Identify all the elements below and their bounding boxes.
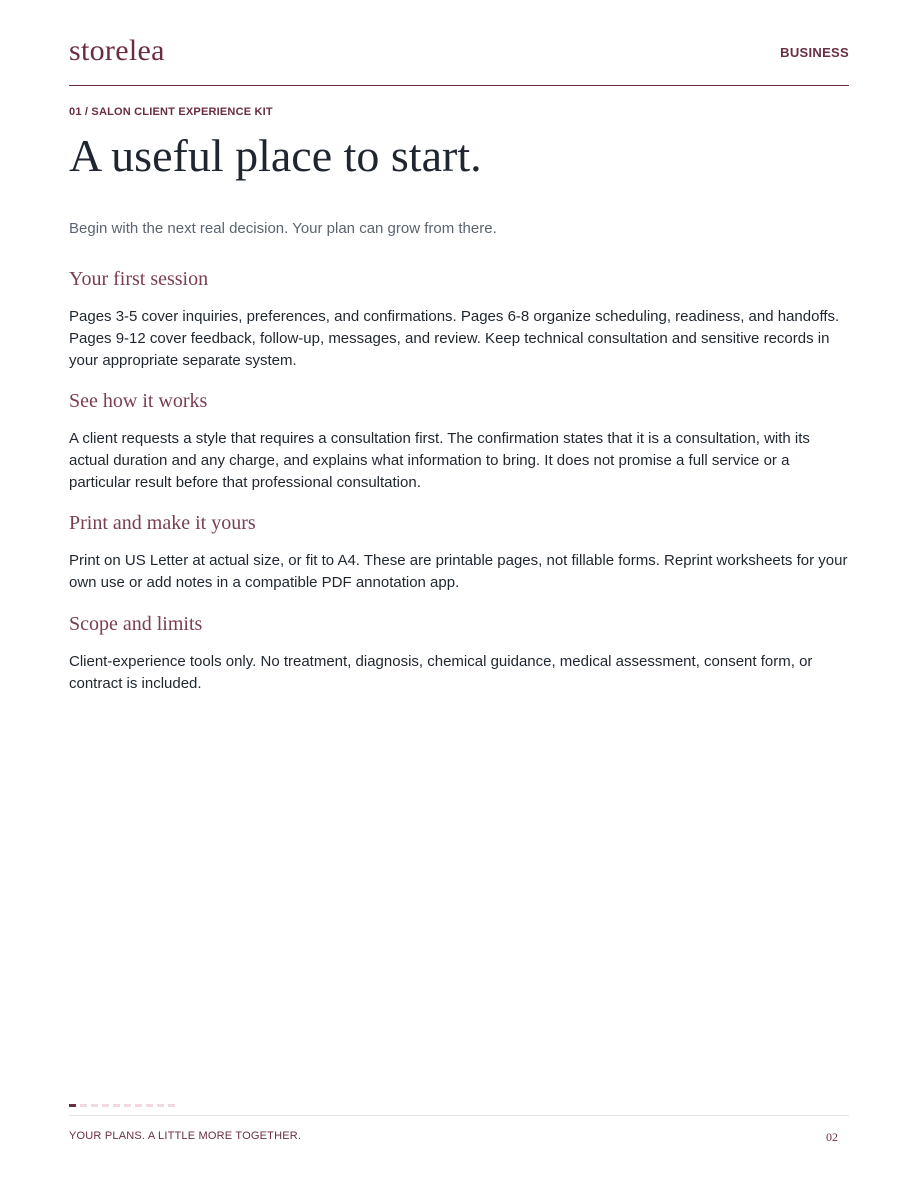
progress-dot [168,1104,175,1107]
section-body-how-it-works: A client requests a style that requires a consultation first. The confirmation states that it is a consultation, with its actual duration and any charge, and explains what information to bring. It does not promise a full service or a particular result before that professional consultation. [69,430,810,491]
progress-dot [91,1104,98,1107]
progress-dot [102,1104,109,1107]
footer-divider [69,1115,849,1116]
eyebrow-label: 01 / SALON CLIENT EXPERIENCE KIT [69,106,273,118]
page-number: 02 [826,1130,838,1144]
document-page [69,0,849,1188]
intro-text: Begin with the next real decision. Your plan can grow from there. [69,220,497,237]
progress-dot [157,1104,164,1107]
progress-dot-active [69,1104,76,1107]
page-progress-indicator [69,1104,189,1107]
section-body-print: Print on US Letter at actual size, or fit to A4. These are printable pages, not fillable forms. Reprint worksheets for your own use or add notes in a compatible PDF annotation app. [69,552,848,591]
page-title: A useful place to start. [69,130,482,181]
footer-tagline: YOUR PLANS. A LITTLE MORE TOGETHER. [69,1130,302,1142]
section-heading-print: Print and make it yours [69,512,256,534]
brand-logo: storelea [69,34,165,67]
section-heading-first-session: Your first session [69,268,209,290]
progress-dot [135,1104,142,1107]
section-heading-scope: Scope and limits [69,613,203,635]
section-heading-how-it-works: See how it works [69,390,208,412]
progress-dot [146,1104,153,1107]
category-label: BUSINESS [780,45,849,60]
progress-dot [80,1104,87,1107]
header-divider [69,85,849,86]
section-body-scope: Client-experience tools only. No treatment, diagnosis, chemical guidance, medical assessment, consent form, or contract is included. [69,653,813,692]
progress-dot [124,1104,131,1107]
section-body-first-session: Pages 3-5 cover inquiries, preferences, and confirmations. Pages 6-8 organize scheduling, readiness, and handoffs. Pages 9-12 cover feedback, follow-up, messages, and review. Keep technical consultation and sensitive records in your appropriate separate system. [69,308,840,369]
progress-dot [113,1104,120,1107]
